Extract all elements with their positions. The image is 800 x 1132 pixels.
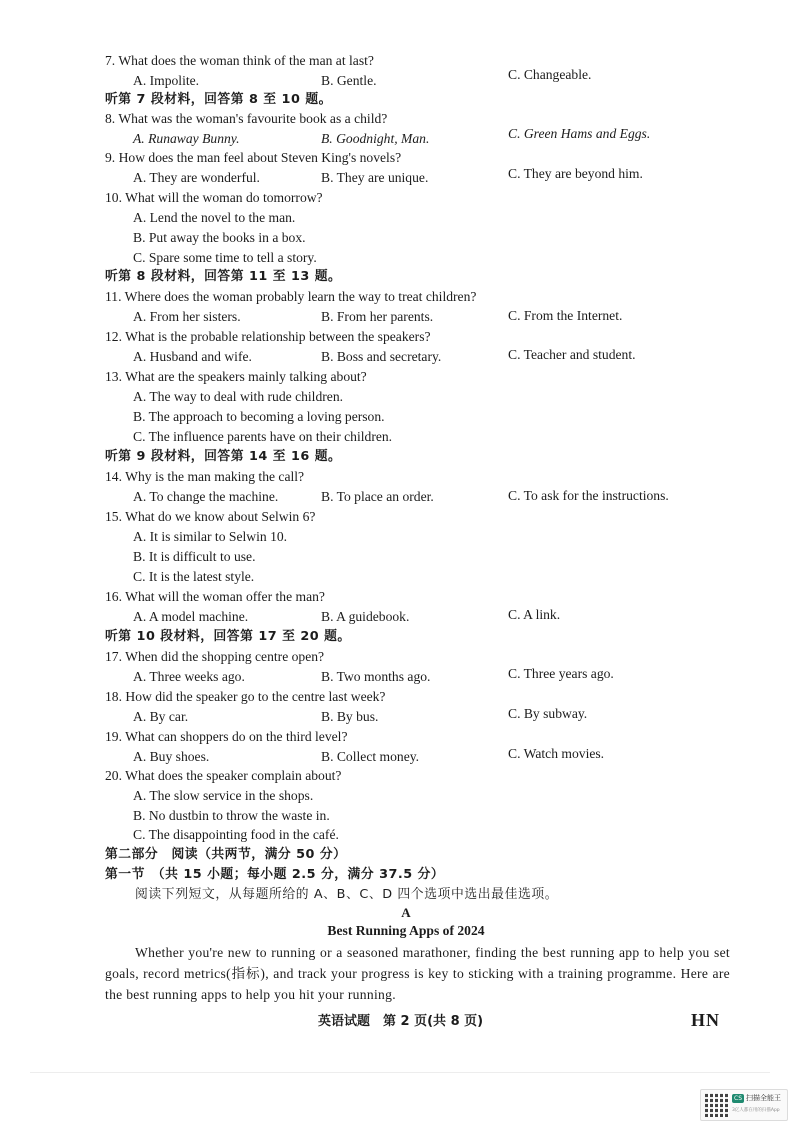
q13-option-c: C. The influence parents have on their children. — [133, 429, 393, 444]
q15-option-b: B. It is difficult to use. — [133, 549, 256, 564]
q20-option-c: C. The disappointing food in the café. — [133, 827, 339, 842]
question-14: 14. Why is the man making the call? — [105, 469, 305, 484]
q9-option-c: C. They are beyond him. — [508, 166, 643, 181]
q17-option-a: A. Three weeks ago. — [133, 669, 245, 684]
q10-option-b: B. Put away the books in a box. — [133, 230, 306, 245]
q14-option-a: A. To change the machine. — [133, 489, 279, 504]
q8-option-a — [133, 130, 239, 148]
passage-letter: A — [401, 905, 411, 920]
q10-option-c: C. Spare some time to tell a story. — [133, 250, 317, 265]
question-12: 12. What is the probable relationship between the speakers? — [105, 329, 431, 344]
qr-code-pattern — [705, 1093, 729, 1117]
q11-option-a: A. From her sisters. — [133, 309, 241, 324]
paper-code: HN — [691, 1010, 720, 1030]
q8-option-a-text: A. Runaway Bunny. — [133, 131, 240, 146]
q12-option-a: A. Husband and wife. — [133, 349, 252, 364]
question-15: 15. What do we know about Selwin 6? — [105, 509, 316, 524]
q13-option-b: B. The approach to becoming a loving person. — [133, 409, 385, 424]
section-one-title: 第一节 （共 15 小题；每小题 2.5 分，满分 37.5 分） — [105, 867, 445, 882]
passage-title: Best Running Apps of 2024 — [327, 923, 485, 938]
q16-option-b: B. A guidebook. — [321, 609, 410, 624]
question-19: 19. What can shoppers do on the third level? — [105, 729, 348, 744]
part-two-title: 第二部分 阅读（共两节，满分 50 分） — [105, 847, 347, 862]
reading-instruction: 阅读下列短文，从每题所给的 A、B、C、D 四个选项中选出最佳选项。 — [135, 887, 559, 902]
q8-option-b: B. Goodnight, Man. — [321, 131, 430, 146]
cs-logo-icon: CS — [734, 1095, 742, 1102]
section-header-10: 听第 10 段材料，回答第 17 至 20 题。 — [105, 629, 351, 644]
section-header-8: 听第 8 段材料，回答第 11 至 13 题。 — [105, 269, 342, 284]
q7-option-a: A. Impolite. — [133, 73, 200, 88]
q17-option-c: C. Three years ago. — [508, 666, 614, 681]
q10-option-a: A. Lend the novel to the man. — [133, 210, 296, 225]
question-20: 20. What does the speaker complain about? — [105, 768, 342, 783]
q12-option-b: B. Boss and secretary. — [321, 349, 442, 364]
section-header-9: 听第 9 段材料，回答第 14 至 16 题。 — [105, 449, 342, 464]
question-13: 13. What are the speakers mainly talking about? — [105, 369, 367, 384]
q15-option-a: A. It is similar to Selwin 10. — [133, 529, 288, 544]
q19-option-a: A. Buy shoes. — [133, 749, 210, 764]
q13-option-a: A. The way to deal with rude children. — [133, 389, 344, 404]
q11-option-c: C. From the Internet. — [508, 308, 623, 323]
question-10: 10. What will the woman do tomorrow? — [105, 190, 323, 205]
q18-option-a: A. By car. — [133, 709, 189, 724]
q9-option-a: A. They are wonderful. — [133, 170, 260, 185]
q16-option-c: C. A link. — [508, 607, 561, 622]
q7-option-c: C. Changeable. — [508, 67, 592, 82]
scan-edge-line — [30, 1072, 770, 1073]
page-footer: 英语试题 第 2 页(共 8 页) — [318, 1014, 484, 1029]
scanner-watermark — [700, 1089, 788, 1121]
q11-option-b: B. From her parents. — [321, 309, 434, 324]
q12-option-c: C. Teacher and student. — [508, 347, 636, 362]
question-18: 18. How did the speaker go to the centre last week? — [105, 689, 386, 704]
section-header-7: 听第 7 段材料，回答第 8 至 10 题。 — [105, 92, 332, 107]
question-8: 8. What was the woman's favourite book as a child? — [105, 111, 388, 126]
q20-option-a: A. The slow service in the shops. — [133, 788, 314, 803]
q16-option-a: A. A model machine. — [133, 609, 249, 624]
q14-option-b: B. To place an order. — [321, 489, 434, 504]
passage-paragraph: Whether you're new to running or a seasoned marathoner, finding the best running app to help you set goals, record metrics(指标), and track your progress is key to sticking with a training programme. Here are the best running apps to help you hit your running. — [105, 945, 730, 1002]
question-11: 11. Where does the woman probably learn the way to treat children? — [105, 289, 477, 304]
q14-option-c: C. To ask for the instructions. — [508, 488, 669, 503]
scanner-app-name: 扫描全能王 — [746, 1094, 781, 1102]
q9-option-b: B. They are unique. — [321, 170, 429, 185]
q8-option-c: C. Green Hams and Eggs. — [508, 126, 651, 141]
scanner-tagline: 3亿人都在用的扫描App — [732, 1108, 780, 1113]
question-17: 17. When did the shopping centre open? — [105, 649, 325, 664]
q18-option-c: C. By subway. — [508, 706, 588, 721]
q7-option-b: B. Gentle. — [321, 73, 377, 88]
q15-option-c: C. It is the latest style. — [133, 569, 255, 584]
q18-option-b: B. By bus. — [321, 709, 379, 724]
q17-option-b: B. Two months ago. — [321, 669, 431, 684]
question-16: 16. What will the woman offer the man? — [105, 589, 325, 604]
q19-option-b: B. Collect money. — [321, 749, 420, 764]
q20-option-b: B. No dustbin to throw the waste in. — [133, 808, 330, 823]
question-7: 7. What does the woman think of the man at last? — [105, 53, 374, 68]
question-9: 9. How does the man feel about Steven King's novels? — [105, 150, 402, 165]
q19-option-c: C. Watch movies. — [508, 746, 605, 761]
